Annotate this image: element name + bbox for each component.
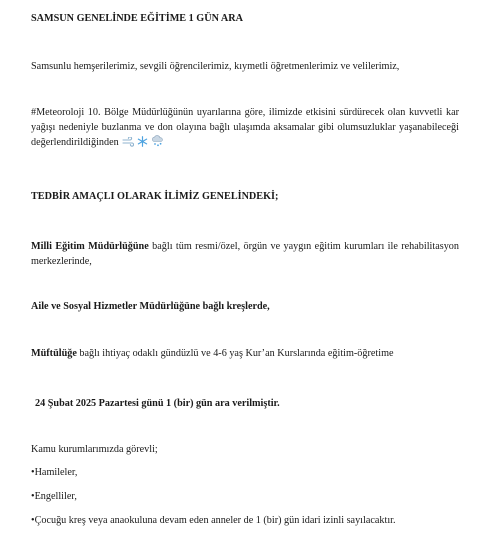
family-services-line: Aile ve Sosyal Hizmetler Müdürlüğüne bağlı kreşlerde, [31, 301, 270, 312]
precaution-heading: TEDBİR AMAÇLI OLARAK İLİMİZ GENELİNDEKİ; [31, 191, 279, 202]
bullet-item-pregnant: •Hamileler, [31, 467, 78, 478]
bullet-item-disabled: •Engelliler, [31, 491, 77, 502]
snowflake-icon [137, 136, 148, 153]
bullet-item-mothers: •Çocuğu kreş veya anaokuluna devam eden anneler de 1 (bir) gün idari izinli sayılacaktır. [31, 515, 396, 526]
national-education-text: bağlı tüm resmi/özel, örgün ve yaygın eğitim kurumları ile rehabilitasyon merkezlerinde, [31, 241, 459, 267]
wind-icon [122, 137, 134, 153]
snow-cloud-icon [151, 135, 164, 153]
national-education-paragraph [31, 240, 459, 269]
greeting-paragraph: Samsunlu hemşerilerimiz, sevgili öğrencilerimiz, kıymetli öğretmenlerimiz ve velilerimiz, [31, 61, 400, 72]
mufti-paragraph [31, 347, 459, 362]
meteorology-text: #Meteoroloji 10. Bölge Müdürlüğünün uyarılarına göre, ilimizde etkisini sürdürecek olan kuvvetli kar yağışı nedeniyle buzlanma ve don olayına bağlı ulaşımda aksamalar gibi olumsuzluklar yaşanabileceği değerlendirildiğinden [31, 107, 459, 148]
public-institutions-line: Kamu kurumlarımızda görevli; [31, 444, 158, 455]
national-education-directorate: Milli Eğitim Müdürlüğüne [31, 241, 149, 252]
mufti-office: Müftülüğe [31, 348, 77, 359]
announcement-title: SAMSUN GENELİNDE EĞİTİME 1 GÜN ARA [31, 13, 243, 24]
meteorology-paragraph [31, 106, 459, 153]
mufti-text: bağlı ihtiyaç odaklı gündüzlü ve 4-6 yaş Kur’an Kurslarında eğitim-öğretime [76, 348, 394, 359]
break-date-line: 24 Şubat 2025 Pazartesi günü 1 (bir) gün ara verilmiştir. [35, 398, 280, 409]
